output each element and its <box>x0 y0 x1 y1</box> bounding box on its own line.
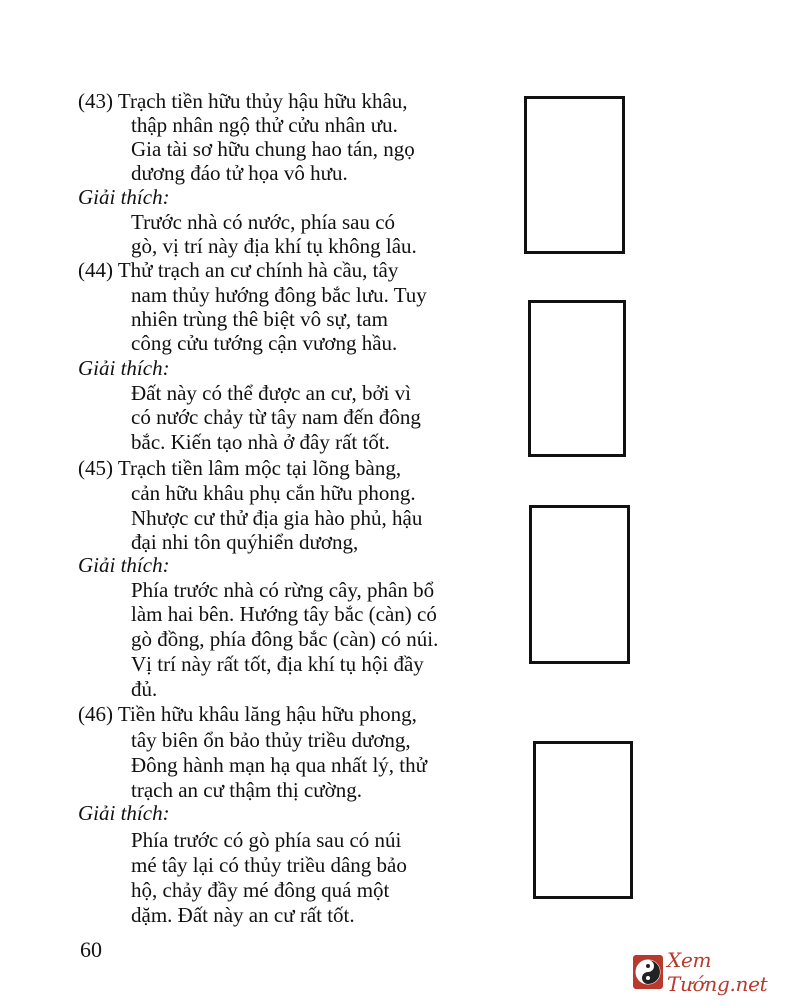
verse-line: đại nhi tôn quýhiển dương, <box>131 530 359 554</box>
verse-line: Đông hành mạn hạ qua nhất lý, thử <box>131 753 427 777</box>
explanation-label: Giải thích: <box>78 185 170 209</box>
verse-line: công cửu tướng cận vương hầu. <box>131 331 398 355</box>
explanation-line: làm hai bên. Hướng tây bắc (càn) có <box>131 602 437 626</box>
diagram-box-46 <box>533 741 633 899</box>
verse-line: tây biên ổn bảo thủy triều dương, <box>131 728 411 752</box>
explanation-line: mé tây lại có thủy triều dâng bảo <box>131 853 407 877</box>
explanation-label: Giải thích: <box>78 356 170 380</box>
verse-line: dương đáo tử họa vô hưu. <box>131 161 348 185</box>
verse-line: Gia tài sơ hữu chung hao tán, ngọ <box>131 137 415 161</box>
verse-line: cản hữu khâu phụ cắn hữu phong. <box>131 481 416 505</box>
explanation-line: gò, vị trí này địa khí tụ không lâu. <box>131 234 417 258</box>
verse-line: nhiên trùng thê biệt vô sự, tam <box>131 307 388 331</box>
diagram-box-45 <box>529 505 630 664</box>
explanation-line: Trước nhà có nước, phía sau có <box>131 210 396 234</box>
explanation-line: Phía trước có gò phía sau có núi <box>131 828 402 852</box>
verse-line: (43) Trạch tiền hữu thủy hậu hữu khâu, <box>78 89 408 113</box>
explanation-line: Vị trí này rất tốt, địa khí tụ hội đầy <box>131 652 424 676</box>
explanation-label: Giải thích: <box>78 553 170 577</box>
explanation-line: gò đồng, phía đông bắc (càn) có núi. <box>131 627 439 651</box>
explanation-label: Giải thích: <box>78 801 170 825</box>
explanation-line: Phía trước nhà có rừng cây, phân bổ <box>131 578 435 602</box>
explanation-line: hộ, chảy đầy mé đông quá một <box>131 878 390 902</box>
explanation-line: đủ. <box>131 677 158 701</box>
verse-line: (44) Thử trạch an cư chính hà cầu, tây <box>78 258 399 282</box>
explanation-line: bắc. Kiến tạo nhà ở đây rất tốt. <box>131 430 390 454</box>
verse-line: thập nhân ngộ thử cửu nhân ưu. <box>131 113 398 137</box>
explanation-line: Đất này có thể được an cư, bởi vì <box>131 381 411 405</box>
explanation-line: dặm. Đất này an cư rất tốt. <box>131 903 355 927</box>
diagram-box-44 <box>528 300 626 457</box>
page-number: 60 <box>80 937 102 962</box>
yin-yang-icon <box>633 955 663 989</box>
explanation-line: có nước chảy từ tây nam đến đông <box>131 405 421 429</box>
diagram-box-43 <box>524 96 625 254</box>
verse-line: (45) Trạch tiền lâm mộc tại lõng bàng, <box>78 456 402 480</box>
watermark-text: Xem Tướng.net <box>667 948 768 996</box>
verse-line: nam thủy hướng đông bắc lưu. Tuy <box>131 283 427 307</box>
verse-line: trạch an cư thậm thị cường. <box>131 778 362 802</box>
watermark-logo <box>633 948 800 996</box>
verse-line: Nhược cư thử địa gia hào phủ, hậu <box>131 506 423 530</box>
verse-line: (46) Tiền hữu khâu lăng hậu hữu phong, <box>78 702 417 726</box>
